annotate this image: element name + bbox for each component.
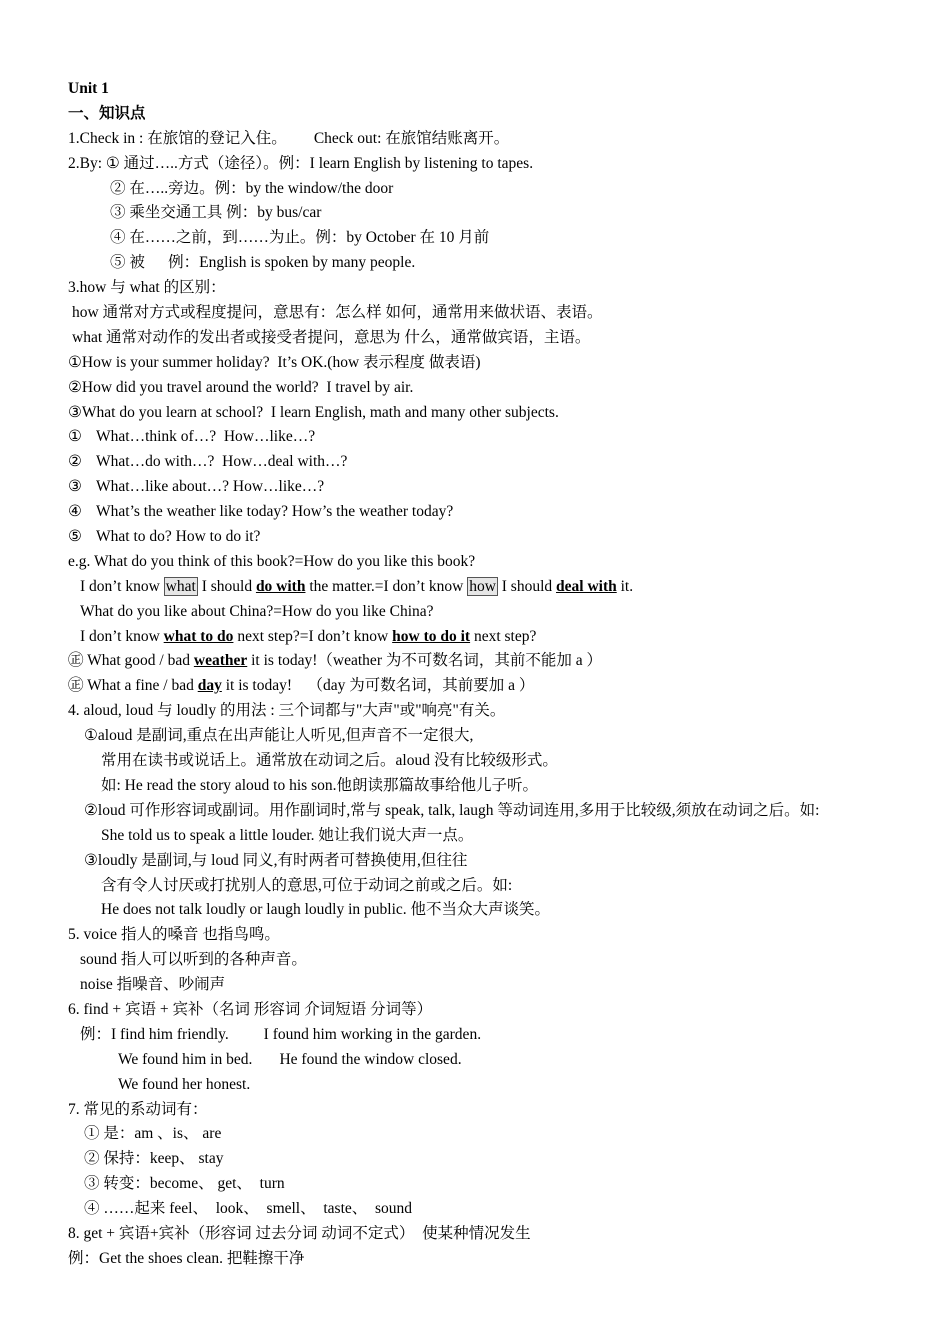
item-2-by-sub: ④ 在……之前，到……为止。例：by October 在 10 月前	[110, 229, 490, 247]
list-marker: ①	[68, 428, 82, 446]
item-4-text: 如: He read the story aloud to his son.他朗读那篇故事给他儿子听。	[101, 776, 538, 794]
item-3-pair	[68, 475, 918, 500]
item-5-title: 5. voice 指人的嗓音 也指鸟鸣。	[68, 926, 280, 944]
underlined-phrase: how to do it	[392, 627, 471, 645]
item-3-eg: What do you like about China?=How do you like China?	[80, 602, 434, 620]
item-3-pair	[68, 500, 918, 525]
eg-text: I don’t know	[80, 577, 164, 595]
pair-text: What’s the weather like today? How’s the weather today?	[96, 503, 454, 521]
list-marker: ㊣	[68, 677, 84, 695]
list-marker: ㊣	[68, 652, 84, 670]
pair-text: What…do with…? How…deal with…?	[96, 453, 348, 471]
item-4-text: ②loud 可作形容词或副词。用作副词时,常与 speak, talk, laugh 等动词连用,多用于比较级,须放在动词之后。如:	[84, 801, 820, 819]
item-3-pair	[68, 525, 918, 550]
item-4-text: She told us to speak a little louder. 她让我们说大声一点。	[101, 826, 474, 844]
item-2-by: 2.By: ① 通过…..方式（途径）。例：I learn English by listening to tapes.	[68, 154, 534, 172]
item-7-title: 7. 常见的系动词有：	[68, 1100, 208, 1118]
boxed-word: how	[469, 577, 496, 595]
eg-text: it is today!（weather 为不可数名词，其前不能加 a ）	[247, 652, 602, 670]
eg-text: I should	[197, 577, 256, 595]
list-marker: ②	[68, 453, 82, 471]
item-1-check-in-out: 1.Check in : 在旅馆的登记入住。 Check out: 在旅馆结账离开。	[68, 129, 510, 147]
item-4-text: 含有令人讨厌或打扰别人的意思,可位于动词之前或之后。如:	[101, 876, 513, 894]
item-6-title: 6. find + 宾语 + 宾补（名词 形容词 介词短语 分词等）	[68, 1000, 433, 1018]
underlined-phrase: what to do	[163, 627, 234, 645]
document-page	[68, 77, 918, 1272]
item-7-text: ② 保持：keep、 stay	[84, 1150, 224, 1168]
underlined-phrase: weather	[193, 652, 248, 670]
section-heading: 一、知识点	[68, 104, 146, 122]
item-6-text: We found her honest.	[118, 1075, 251, 1093]
eg-text: next step?	[470, 627, 537, 645]
item-7-text: ④ ……起来 feel、 look、 smell、 taste、 sound	[84, 1200, 413, 1218]
eg-text: I should	[497, 577, 557, 595]
item-4-text: He does not talk loudly or laugh loudly in public. 他不当众大声谈笑。	[101, 901, 551, 919]
item-3-eg	[68, 575, 918, 600]
eg-text: it is today! （day 为可数名词，其前要加 a ）	[221, 677, 535, 695]
eg-text: the matter.=I don’t know	[305, 577, 468, 595]
boxed-word: what	[165, 577, 196, 595]
item-4-text: 常用在读书或说话上。通常放在动词之后。aloud 没有比较级形式。	[101, 752, 558, 770]
item-2-by-sub: ② 在…..旁边。例：by the window/the door	[110, 179, 394, 197]
item-7-text: ① 是：am 、is、 are	[84, 1125, 222, 1143]
eg-text: it.	[616, 577, 634, 595]
item-4-title: 4. aloud, loud 与 loudly 的用法 : 三个词都与"大声"或"响亮"有关。	[68, 702, 506, 720]
item-3-eg: e.g. What do you think of this book?=How do you like this book?	[68, 552, 476, 570]
item-3-eg	[68, 649, 918, 674]
unit-title: Unit 1	[68, 80, 109, 97]
eg-text: What good / bad	[83, 652, 194, 670]
item-5-text: noise 指噪音、吵闹声	[80, 976, 226, 994]
item-3-example: ③What do you learn at school? I learn English, math and many other subjects.	[68, 403, 559, 421]
item-4-text: ③loudly 是副词,与 loud 同义,有时两者可替换使用,但往往	[84, 851, 468, 869]
item-3-eg	[68, 625, 918, 650]
item-8-text: 例：Get the shoes clean. 把鞋擦干净	[68, 1249, 305, 1267]
item-2-by-sub: ③ 乘坐交通工具 例：by bus/car	[110, 204, 322, 222]
list-marker: ⑤	[68, 528, 82, 546]
item-3-example: ①How is your summer holiday? It’s OK.(how 表示程度 做表语)	[68, 353, 481, 371]
underlined-phrase: deal with	[556, 577, 617, 595]
item-4-text: ①aloud 是副词,重点在出声能让人听见,但声音不一定很大,	[84, 727, 474, 745]
list-marker: ④	[68, 503, 82, 521]
item-3-what-desc: what 通常对动作的发出者或接受者提问，意思为 什么，通常做宾语，主语。	[72, 328, 591, 346]
item-2-by-sub: ⑤ 被 例：English is spoken by many people.	[110, 254, 416, 272]
item-3-pair	[68, 450, 918, 475]
underlined-phrase: day	[197, 677, 222, 695]
underlined-phrase: do with	[255, 577, 306, 595]
item-3-title: 3.how 与 what 的区别：	[68, 279, 226, 297]
eg-text: I don’t know	[80, 627, 164, 645]
item-6-text: We found him in bed. He found the window closed.	[118, 1050, 462, 1068]
pair-text: What…like about…? How…like…?	[96, 478, 325, 496]
item-7-text: ③ 转变：become、 get、 turn	[84, 1175, 285, 1193]
item-8-title: 8. get + 宾语+宾补（形容词 过去分词 动词不定式） 使某种情况发生	[68, 1224, 531, 1242]
item-5-text: sound 指人可以听到的各种声音。	[80, 951, 307, 969]
pair-text: What…think of…? How…like…?	[96, 428, 316, 446]
item-6-text: 例：I find him friendly. I found him working in the garden.	[80, 1025, 482, 1043]
item-3-how-desc: how 通常对方式或程度提问，意思有：怎么样 如何，通常用来做状语、表语。	[72, 304, 603, 322]
item-3-pair	[68, 425, 918, 450]
item-3-eg	[68, 674, 918, 699]
item-3-example: ②How did you travel around the world? I travel by air.	[68, 378, 414, 396]
pair-text: What to do? How to do it?	[96, 528, 261, 546]
eg-text: What a fine / bad	[83, 677, 198, 695]
eg-text: next step?=I don’t know	[233, 627, 393, 645]
list-marker: ③	[68, 478, 82, 496]
